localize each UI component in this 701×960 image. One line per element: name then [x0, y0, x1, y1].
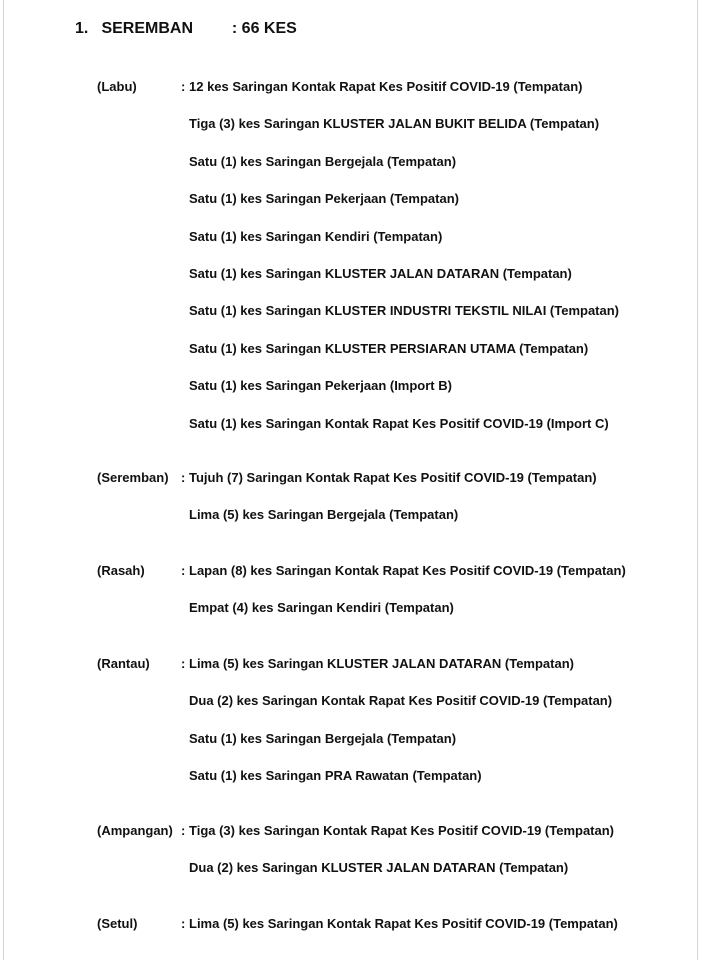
area-label: (Ampangan) [97, 823, 173, 838]
heading-district: SEREMBAN [101, 20, 194, 37]
case-entry: Satu (1) kes Saringan KLUSTER PERSIARAN UTAMA (Tempatan) [189, 340, 589, 356]
case-entry: Satu (1) kes Saringan KLUSTER JALAN DATARAN (Tempatan) [189, 266, 572, 281]
case-entry: Lima (5) kes Saringan KLUSTER JALAN DATARAN (Tempatan) [189, 656, 574, 671]
area-colon: : [181, 916, 186, 931]
heading-total: : 66 KES [231, 20, 297, 37]
case-entry: Tujuh (7) Saringan Kontak Rapat Kes Positif COVID-19 (Tempatan) [189, 470, 597, 485]
case-entry: Satu (1) kes Saringan Kontak Rapat Kes Positif COVID-19 (Import C) [189, 415, 609, 431]
case-entry: Empat (4) kes Saringan Kendiri (Tempatan) [189, 600, 454, 616]
page-border-right [697, 0, 698, 960]
area-label: (Rantau) [97, 656, 150, 671]
case-entry: Satu (1) kes Saringan Bergejala (Tempatan) [189, 153, 457, 169]
case-entry: Satu (1) kes Saringan KLUSTER INDUSTRI TEKSTIL NILAI (Tempatan) [189, 303, 620, 319]
area-colon: : [181, 470, 186, 485]
case-entry: Lapan (8) kes Saringan Kontak Rapat Kes Positif COVID-19 (Tempatan) [189, 563, 626, 578]
case-entry: Dua (2) kes Saringan Kontak Rapat Kes Positif COVID-19 (Tempatan) [189, 693, 613, 709]
case-entry: Lima (5) kes Saringan Kontak Rapat Kes Positif COVID-19 (Tempatan) [189, 916, 618, 931]
area-label: (Setul) [97, 916, 138, 931]
case-entry: Tiga (3) kes Saringan KLUSTER JALAN BUKIT BELIDA (Tempatan) [189, 116, 600, 132]
case-entry: 12 kes Saringan Kontak Rapat Kes Positif COVID-19 (Tempatan) [189, 79, 583, 94]
area-colon: : [181, 563, 186, 578]
case-entry: Dua (2) kes Saringan KLUSTER JALAN DATARAN (Tempatan) [189, 860, 569, 876]
case-entry: Satu (1) kes Saringan Bergejala (Tempatan) [189, 730, 457, 746]
district-heading [75, 20, 297, 38]
case-entry: Satu (1) kes Saringan PRA Rawatan (Tempatan) [189, 768, 482, 784]
case-entry: Satu (1) kes Saringan Pekerjaan (Import B) [189, 378, 452, 394]
area-label: (Seremban) [97, 470, 169, 485]
area-label: (Rasah) [97, 563, 145, 578]
area-colon: : [181, 823, 186, 838]
case-entry: Tiga (3) kes Saringan Kontak Rapat Kes Positif COVID-19 (Tempatan) [189, 823, 615, 838]
case-entry: Lima (5) kes Saringan Bergejala (Tempatan) [189, 507, 459, 523]
case-entry: Satu (1) kes Saringan Kendiri (Tempatan) [189, 228, 443, 244]
page-border-left [3, 0, 4, 960]
area-label: (Labu) [97, 79, 137, 94]
case-entry: Satu (1) kes Saringan Pekerjaan (Tempatan) [189, 191, 459, 207]
heading-number: 1. [75, 20, 89, 37]
area-colon: : [181, 656, 186, 671]
area-colon: : [181, 79, 186, 94]
